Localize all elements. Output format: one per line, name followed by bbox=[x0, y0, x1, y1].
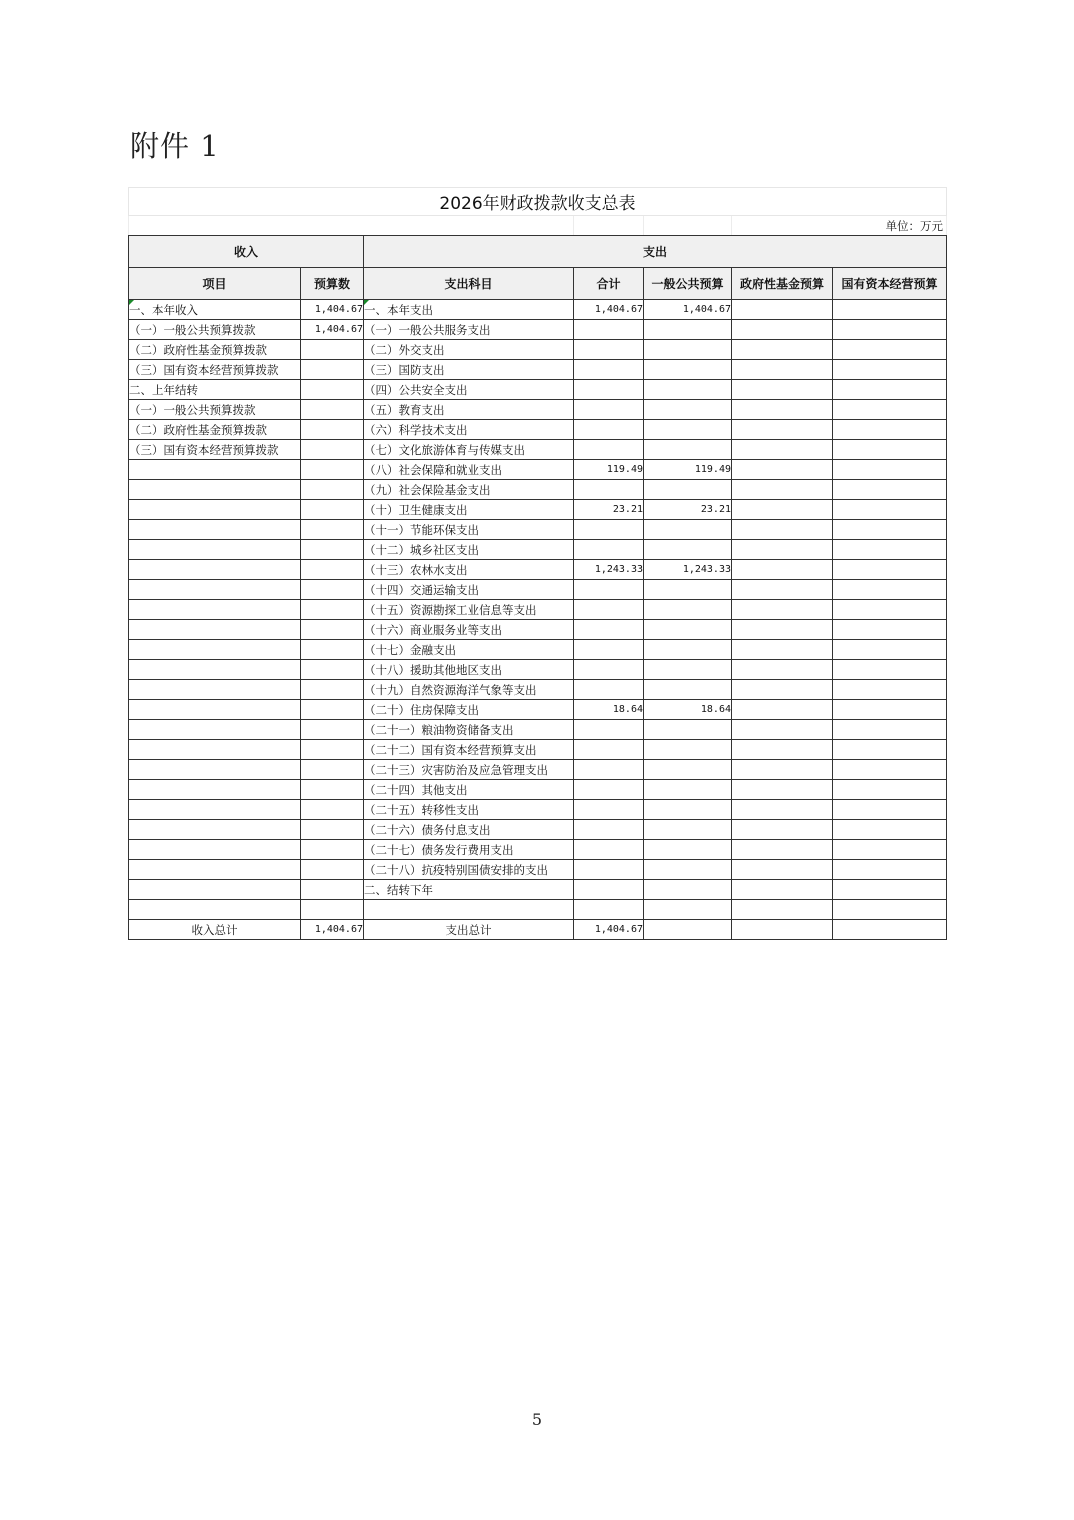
total-cell: 119.49 bbox=[574, 460, 644, 480]
item-cell: （三）国有资本经营预算拨款 bbox=[129, 360, 301, 380]
table-row bbox=[129, 780, 947, 800]
total-cell bbox=[574, 720, 644, 740]
gov-fund-cell bbox=[732, 360, 833, 380]
total-cell: 1,404.67 bbox=[574, 300, 644, 320]
general-budget-cell bbox=[644, 780, 732, 800]
expense-subject-cell: （八）社会保障和就业支出 bbox=[364, 460, 574, 480]
general-budget-cell bbox=[644, 600, 732, 620]
budget-cell bbox=[301, 360, 364, 380]
state-capital-cell bbox=[833, 460, 947, 480]
state-capital-cell bbox=[833, 880, 947, 900]
total-cell bbox=[574, 540, 644, 560]
expense-subject-cell: （二）外交支出 bbox=[364, 340, 574, 360]
total-cell bbox=[574, 860, 644, 880]
total-cell bbox=[574, 360, 644, 380]
gov-fund-cell bbox=[732, 620, 833, 640]
state-capital-cell bbox=[833, 400, 947, 420]
general-budget-cell bbox=[644, 740, 732, 760]
table-row bbox=[129, 800, 947, 820]
item-cell bbox=[129, 880, 301, 900]
table-row bbox=[129, 540, 947, 560]
general-budget-cell bbox=[644, 440, 732, 460]
item-cell bbox=[129, 600, 301, 620]
state-capital-cell bbox=[833, 720, 947, 740]
total-cell bbox=[574, 480, 644, 500]
expense-subject-cell: （二十二）国有资本经营预算支出 bbox=[364, 740, 574, 760]
state-capital-cell bbox=[833, 800, 947, 820]
total-cell: 1,404.67 bbox=[574, 920, 644, 940]
table-row bbox=[129, 380, 947, 400]
item-cell bbox=[129, 860, 301, 880]
general-budget-cell bbox=[644, 880, 732, 900]
budget-cell: 1,404.67 bbox=[301, 300, 364, 320]
expense-subject-cell: （二十八）抗疫特别国债安排的支出 bbox=[364, 860, 574, 880]
expense-subject-cell: （十三）农林水支出 bbox=[364, 560, 574, 580]
col-header-state-capital-budget: 国有资本经营预算 bbox=[833, 268, 947, 300]
table-row bbox=[129, 300, 947, 320]
col-header-total: 合计 bbox=[574, 268, 644, 300]
expense-subject-cell: （十二）城乡社区支出 bbox=[364, 540, 574, 560]
gov-fund-cell bbox=[732, 920, 833, 940]
table-row bbox=[129, 720, 947, 740]
table-row bbox=[129, 840, 947, 860]
total-cell bbox=[574, 320, 644, 340]
expense-subject-cell: （十六）商业服务业等支出 bbox=[364, 620, 574, 640]
total-cell bbox=[574, 620, 644, 640]
state-capital-cell bbox=[833, 700, 947, 720]
budget-cell bbox=[301, 480, 364, 500]
item-cell bbox=[129, 780, 301, 800]
expense-subject-cell: 二、结转下年 bbox=[364, 880, 574, 900]
general-budget-cell bbox=[644, 420, 732, 440]
state-capital-cell bbox=[833, 580, 947, 600]
budget-cell bbox=[301, 460, 364, 480]
state-capital-cell bbox=[833, 500, 947, 520]
general-budget-cell: 1,243.33 bbox=[644, 560, 732, 580]
budget-cell bbox=[301, 680, 364, 700]
item-cell: 一、本年收入 bbox=[129, 300, 301, 320]
table-row bbox=[129, 620, 947, 640]
state-capital-cell bbox=[833, 920, 947, 940]
general-budget-cell bbox=[644, 380, 732, 400]
expense-subject-cell: （六）科学技术支出 bbox=[364, 420, 574, 440]
table-row bbox=[129, 320, 947, 340]
expense-subject-cell: （九）社会保险基金支出 bbox=[364, 480, 574, 500]
item-cell bbox=[129, 900, 301, 920]
item-cell: （二）政府性基金预算拨款 bbox=[129, 340, 301, 360]
general-budget-cell: 1,404.67 bbox=[644, 300, 732, 320]
total-cell bbox=[574, 420, 644, 440]
gov-fund-cell bbox=[732, 480, 833, 500]
item-cell bbox=[129, 540, 301, 560]
state-capital-cell bbox=[833, 320, 947, 340]
budget-cell bbox=[301, 760, 364, 780]
expense-subject-cell: （二十四）其他支出 bbox=[364, 780, 574, 800]
expense-subject-cell: （二十五）转移性支出 bbox=[364, 800, 574, 820]
general-budget-cell bbox=[644, 800, 732, 820]
budget-cell bbox=[301, 400, 364, 420]
expense-subject-cell: （一）一般公共服务支出 bbox=[364, 320, 574, 340]
total-cell bbox=[574, 340, 644, 360]
gov-fund-cell bbox=[732, 380, 833, 400]
expense-subject-cell bbox=[364, 900, 574, 920]
gov-fund-cell bbox=[732, 460, 833, 480]
general-budget-cell bbox=[644, 760, 732, 780]
item-cell bbox=[129, 680, 301, 700]
state-capital-cell bbox=[833, 360, 947, 380]
general-budget-cell bbox=[644, 400, 732, 420]
budget-cell bbox=[301, 840, 364, 860]
state-capital-cell bbox=[833, 420, 947, 440]
expense-subject-cell: （十五）资源勘探工业信息等支出 bbox=[364, 600, 574, 620]
expense-subject-cell: （三）国防支出 bbox=[364, 360, 574, 380]
table-row bbox=[129, 900, 947, 920]
item-cell bbox=[129, 820, 301, 840]
budget-cell bbox=[301, 720, 364, 740]
state-capital-cell bbox=[833, 780, 947, 800]
item-cell bbox=[129, 520, 301, 540]
budget-cell: 1,404.67 bbox=[301, 920, 364, 940]
budget-cell bbox=[301, 440, 364, 460]
gov-fund-cell bbox=[732, 520, 833, 540]
general-budget-cell bbox=[644, 720, 732, 740]
total-cell bbox=[574, 660, 644, 680]
total-cell: 18.64 bbox=[574, 700, 644, 720]
total-cell bbox=[574, 840, 644, 860]
item-cell bbox=[129, 480, 301, 500]
total-cell bbox=[574, 380, 644, 400]
total-cell bbox=[574, 640, 644, 660]
total-cell bbox=[574, 400, 644, 420]
gov-fund-cell bbox=[732, 820, 833, 840]
expense-subject-cell: 支出总计 bbox=[364, 920, 574, 940]
general-budget-cell bbox=[644, 900, 732, 920]
table-row bbox=[129, 460, 947, 480]
general-budget-cell bbox=[644, 360, 732, 380]
total-cell bbox=[574, 780, 644, 800]
general-budget-cell: 119.49 bbox=[644, 460, 732, 480]
item-cell: 二、上年结转 bbox=[129, 380, 301, 400]
gov-fund-cell bbox=[732, 420, 833, 440]
item-cell bbox=[129, 500, 301, 520]
expense-subject-cell: （二十六）债务付息支出 bbox=[364, 820, 574, 840]
gov-fund-cell bbox=[732, 880, 833, 900]
gov-fund-cell bbox=[732, 320, 833, 340]
table-row bbox=[129, 660, 947, 680]
expense-subject-cell: （十）卫生健康支出 bbox=[364, 500, 574, 520]
state-capital-cell bbox=[833, 860, 947, 880]
state-capital-cell bbox=[833, 620, 947, 640]
expense-subject-cell: （十八）援助其他地区支出 bbox=[364, 660, 574, 680]
gov-fund-cell bbox=[732, 840, 833, 860]
col-header-budget: 预算数 bbox=[301, 268, 364, 300]
item-cell bbox=[129, 740, 301, 760]
state-capital-cell bbox=[833, 660, 947, 680]
general-budget-cell: 23.21 bbox=[644, 500, 732, 520]
expense-subject-cell: （二十三）灾害防治及应急管理支出 bbox=[364, 760, 574, 780]
table-row bbox=[129, 880, 947, 900]
expense-subject-cell: （二十七）债务发行费用支出 bbox=[364, 840, 574, 860]
table-row bbox=[129, 640, 947, 660]
gov-fund-cell bbox=[732, 540, 833, 560]
general-budget-cell bbox=[644, 860, 732, 880]
total-cell bbox=[574, 600, 644, 620]
general-budget-cell bbox=[644, 640, 732, 660]
budget-cell bbox=[301, 340, 364, 360]
budget-cell bbox=[301, 540, 364, 560]
item-cell bbox=[129, 840, 301, 860]
general-budget-cell bbox=[644, 480, 732, 500]
table-row bbox=[129, 520, 947, 540]
gov-fund-cell bbox=[732, 760, 833, 780]
state-capital-cell bbox=[833, 680, 947, 700]
gov-fund-cell bbox=[732, 780, 833, 800]
table-row bbox=[129, 440, 947, 460]
state-capital-cell bbox=[833, 540, 947, 560]
state-capital-cell bbox=[833, 560, 947, 580]
budget-cell bbox=[301, 380, 364, 400]
table-row bbox=[129, 860, 947, 880]
state-capital-cell bbox=[833, 340, 947, 360]
budget-cell bbox=[301, 740, 364, 760]
expense-subject-cell: （二十一）粮油物资储备支出 bbox=[364, 720, 574, 740]
state-capital-cell bbox=[833, 480, 947, 500]
col-header-expense-subject: 支出科目 bbox=[364, 268, 574, 300]
item-cell bbox=[129, 800, 301, 820]
item-cell bbox=[129, 660, 301, 680]
table-row bbox=[129, 360, 947, 380]
state-capital-cell bbox=[833, 640, 947, 660]
state-capital-cell bbox=[833, 600, 947, 620]
budget-cell bbox=[301, 700, 364, 720]
total-cell bbox=[574, 800, 644, 820]
total-cell bbox=[574, 520, 644, 540]
table-row bbox=[129, 560, 947, 580]
item-cell bbox=[129, 760, 301, 780]
col-header-general-budget: 一般公共预算 bbox=[644, 268, 732, 300]
gov-fund-cell bbox=[732, 860, 833, 880]
budget-cell bbox=[301, 800, 364, 820]
budget-cell bbox=[301, 660, 364, 680]
general-budget-cell bbox=[644, 680, 732, 700]
expense-subject-cell: （五）教育支出 bbox=[364, 400, 574, 420]
budget-cell bbox=[301, 820, 364, 840]
gov-fund-cell bbox=[732, 580, 833, 600]
gov-fund-cell bbox=[732, 440, 833, 460]
total-cell bbox=[574, 740, 644, 760]
item-cell: （一）一般公共预算拨款 bbox=[129, 400, 301, 420]
table-row bbox=[129, 820, 947, 840]
expense-subject-cell: 一、本年支出 bbox=[364, 300, 574, 320]
expense-subject-cell: （七）文化旅游体育与传媒支出 bbox=[364, 440, 574, 460]
item-cell: 收入总计 bbox=[129, 920, 301, 940]
total-cell bbox=[574, 820, 644, 840]
general-budget-cell bbox=[644, 660, 732, 680]
budget-cell bbox=[301, 860, 364, 880]
expense-subject-cell: （二十）住房保障支出 bbox=[364, 700, 574, 720]
gov-fund-cell bbox=[732, 560, 833, 580]
general-budget-cell bbox=[644, 340, 732, 360]
table-row bbox=[129, 400, 947, 420]
total-cell bbox=[574, 760, 644, 780]
budget-cell bbox=[301, 560, 364, 580]
table-row bbox=[129, 680, 947, 700]
general-budget-cell bbox=[644, 620, 732, 640]
item-cell bbox=[129, 560, 301, 580]
total-cell bbox=[574, 440, 644, 460]
item-cell bbox=[129, 460, 301, 480]
item-cell bbox=[129, 700, 301, 720]
expense-group-header: 支出 bbox=[364, 236, 947, 268]
table-row bbox=[129, 760, 947, 780]
general-budget-cell bbox=[644, 540, 732, 560]
page-number: 5 bbox=[531, 1410, 543, 1429]
general-budget-cell bbox=[644, 320, 732, 340]
gov-fund-cell bbox=[732, 600, 833, 620]
item-cell bbox=[129, 720, 301, 740]
budget-cell bbox=[301, 580, 364, 600]
total-cell bbox=[574, 580, 644, 600]
total-cell bbox=[574, 680, 644, 700]
general-budget-cell bbox=[644, 840, 732, 860]
total-cell: 1,243.33 bbox=[574, 560, 644, 580]
item-cell: （二）政府性基金预算拨款 bbox=[129, 420, 301, 440]
unit-label: 单位：万元 bbox=[732, 216, 947, 236]
expense-subject-cell: （十七）金融支出 bbox=[364, 640, 574, 660]
budget-cell bbox=[301, 600, 364, 620]
budget-cell bbox=[301, 520, 364, 540]
table-row bbox=[129, 420, 947, 440]
item-cell: （一）一般公共预算拨款 bbox=[129, 320, 301, 340]
general-budget-cell: 18.64 bbox=[644, 700, 732, 720]
state-capital-cell bbox=[833, 900, 947, 920]
state-capital-cell bbox=[833, 760, 947, 780]
item-cell bbox=[129, 620, 301, 640]
budget-cell bbox=[301, 900, 364, 920]
item-cell: （三）国有资本经营预算拨款 bbox=[129, 440, 301, 460]
total-cell bbox=[574, 900, 644, 920]
income-group-header: 收入 bbox=[129, 236, 364, 268]
gov-fund-cell bbox=[732, 800, 833, 820]
gov-fund-cell bbox=[732, 900, 833, 920]
state-capital-cell bbox=[833, 740, 947, 760]
table-title: 2026年财政拨款收支总表 bbox=[129, 188, 947, 216]
table-row bbox=[129, 500, 947, 520]
table-row bbox=[129, 580, 947, 600]
item-cell bbox=[129, 580, 301, 600]
attachment-label: 附件 1 bbox=[130, 129, 220, 163]
total-cell bbox=[574, 880, 644, 900]
col-header-gov-fund-budget: 政府性基金预算 bbox=[732, 268, 833, 300]
expense-subject-cell: （十一）节能环保支出 bbox=[364, 520, 574, 540]
gov-fund-cell bbox=[732, 300, 833, 320]
table-row bbox=[129, 340, 947, 360]
table-row bbox=[129, 600, 947, 620]
general-budget-cell bbox=[644, 820, 732, 840]
gov-fund-cell bbox=[732, 720, 833, 740]
gov-fund-cell bbox=[732, 640, 833, 660]
expense-subject-cell: （十九）自然资源海洋气象等支出 bbox=[364, 680, 574, 700]
state-capital-cell bbox=[833, 820, 947, 840]
general-budget-cell bbox=[644, 520, 732, 540]
table-row bbox=[129, 480, 947, 500]
state-capital-cell bbox=[833, 300, 947, 320]
col-header-item: 项目 bbox=[129, 268, 301, 300]
state-capital-cell bbox=[833, 440, 947, 460]
gov-fund-cell bbox=[732, 700, 833, 720]
budget-cell bbox=[301, 420, 364, 440]
budget-cell bbox=[301, 780, 364, 800]
state-capital-cell bbox=[833, 840, 947, 860]
gov-fund-cell bbox=[732, 660, 833, 680]
total-row bbox=[129, 920, 947, 940]
gov-fund-cell bbox=[732, 740, 833, 760]
budget-cell bbox=[301, 640, 364, 660]
gov-fund-cell bbox=[732, 680, 833, 700]
table-row bbox=[129, 740, 947, 760]
item-cell bbox=[129, 640, 301, 660]
budget-cell: 1,404.67 bbox=[301, 320, 364, 340]
budget-cell bbox=[301, 500, 364, 520]
budget-summary-table bbox=[128, 187, 947, 940]
expense-subject-cell: （四）公共安全支出 bbox=[364, 380, 574, 400]
budget-cell bbox=[301, 880, 364, 900]
expense-subject-cell: （十四）交通运输支出 bbox=[364, 580, 574, 600]
table-row bbox=[129, 700, 947, 720]
total-cell: 23.21 bbox=[574, 500, 644, 520]
gov-fund-cell bbox=[732, 500, 833, 520]
gov-fund-cell bbox=[732, 400, 833, 420]
general-budget-cell bbox=[644, 580, 732, 600]
state-capital-cell bbox=[833, 520, 947, 540]
general-budget-cell bbox=[644, 920, 732, 940]
budget-cell bbox=[301, 620, 364, 640]
gov-fund-cell bbox=[732, 340, 833, 360]
state-capital-cell bbox=[833, 380, 947, 400]
